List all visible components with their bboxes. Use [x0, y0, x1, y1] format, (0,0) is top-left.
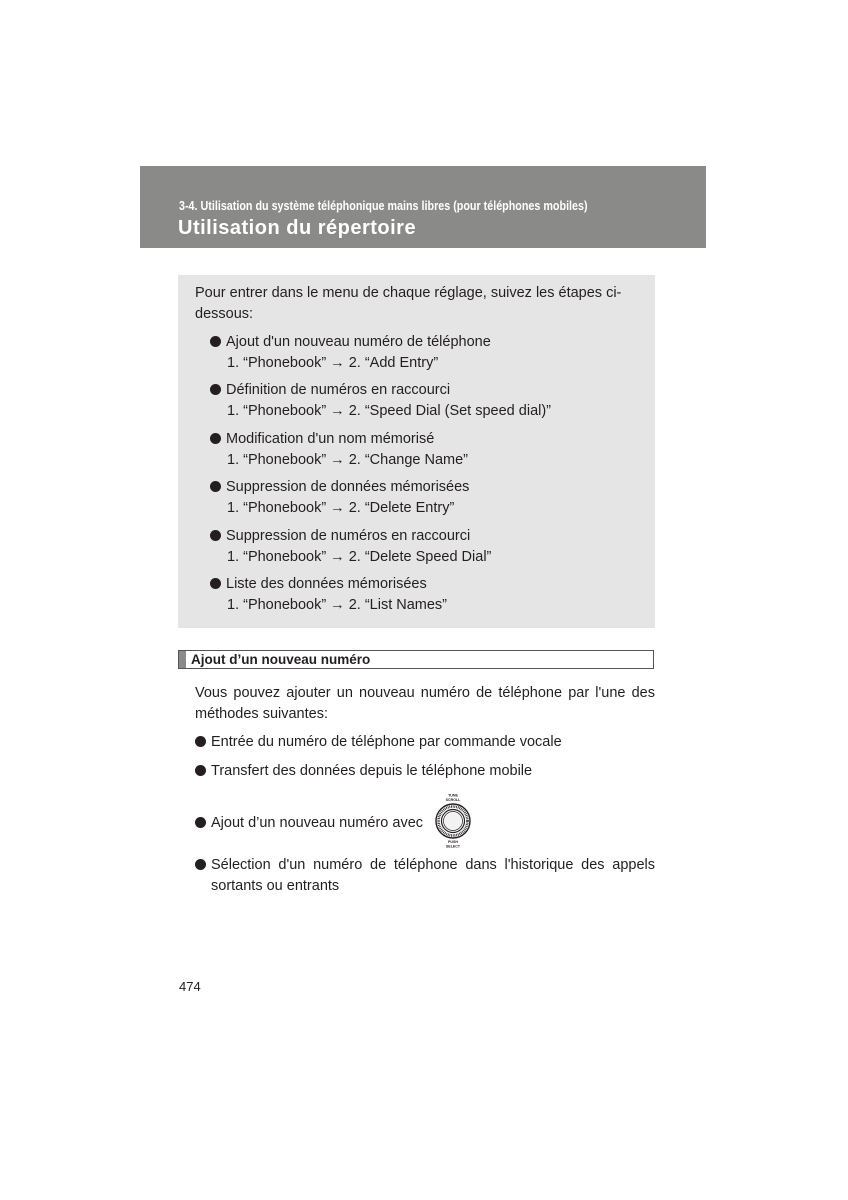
bullet-icon	[210, 433, 221, 444]
menu-item-label: Suppression de données mémorisées	[226, 479, 470, 495]
menu-item-label: Définition de numéros en raccourci	[226, 382, 451, 398]
menu-item-steps: 1. “Phonebook” → 2. “Delete Entry”	[227, 499, 455, 516]
menu-item-steps: 1. “Phonebook” → 2. “Add Entry”	[227, 354, 439, 371]
method-item	[195, 761, 655, 782]
bullet-icon	[210, 578, 221, 589]
knob-label-bottom2: SELECT	[445, 844, 461, 849]
bullet-icon	[195, 765, 206, 776]
section-heading-text: Ajout d’un nouveau numéro	[191, 652, 371, 667]
menu-steps-box	[178, 275, 655, 628]
menu-item	[210, 526, 630, 567]
menu-item	[210, 477, 630, 518]
menu-item	[210, 380, 630, 421]
method-item	[195, 813, 655, 834]
heading-marker	[179, 651, 186, 668]
menu-item-label: Suppression de numéros en raccourci	[226, 528, 471, 544]
menu-item-label: Liste des données mémorisées	[226, 576, 427, 592]
bullet-icon	[195, 736, 206, 747]
bullet-icon	[210, 530, 221, 541]
menu-item-label: Modification d'un nom mémorisé	[226, 431, 435, 447]
method-item	[195, 732, 655, 753]
menu-item-label: Ajout d'un nouveau numéro de téléphone	[226, 334, 491, 350]
method-item	[195, 855, 655, 896]
section-heading	[178, 650, 654, 669]
knob-label-bottom: PUSH	[448, 840, 458, 844]
bullet-icon	[210, 384, 221, 395]
bullet-icon	[195, 859, 206, 870]
menu-item-steps: 1. “Phonebook” → 2. “Change Name”	[227, 451, 468, 468]
bullet-icon	[195, 817, 206, 828]
method-label: Entrée du numéro de téléphone par commande vocale	[211, 734, 562, 750]
knob-label-top2: SCROLL	[445, 798, 461, 802]
page-number: 474	[179, 979, 201, 994]
knob-label-top: TUNE	[448, 793, 458, 798]
menu-item	[210, 332, 630, 373]
menu-item-steps: 1. “Phonebook” → 2. “List Names”	[227, 596, 448, 613]
menu-item-steps: 1. “Phonebook” → 2. “Speed Dial (Set speed dial)”	[227, 402, 552, 419]
menu-item	[210, 429, 630, 470]
section-label: 3-4. Utilisation du système téléphonique mains libres (pour téléphones mobiles)	[179, 199, 588, 213]
section-paragraph: Vous pouvez ajouter un nouveau numéro de téléphone par l'une des méthodes suivantes:	[195, 685, 655, 722]
page-title: Utilisation du répertoire	[178, 217, 417, 239]
method-label: Transfert des données depuis le téléphone mobile	[211, 763, 533, 779]
method-label: Sélection d'un numéro de téléphone dans l'historique des appels sortants ou entrants	[211, 857, 655, 894]
bullet-icon	[210, 481, 221, 492]
menu-item	[210, 574, 630, 615]
menu-intro: Pour entrer dans le menu de chaque réglage, suivez les étapes ci-dessous:	[195, 285, 622, 322]
method-label: Ajout d’un nouveau numéro avec	[211, 815, 424, 831]
chapter-header	[140, 166, 706, 248]
menu-item-steps: 1. “Phonebook” → 2. “Delete Speed Dial”	[227, 548, 492, 565]
bullet-icon	[210, 336, 221, 347]
tune-scroll-knob-icon	[431, 792, 475, 850]
